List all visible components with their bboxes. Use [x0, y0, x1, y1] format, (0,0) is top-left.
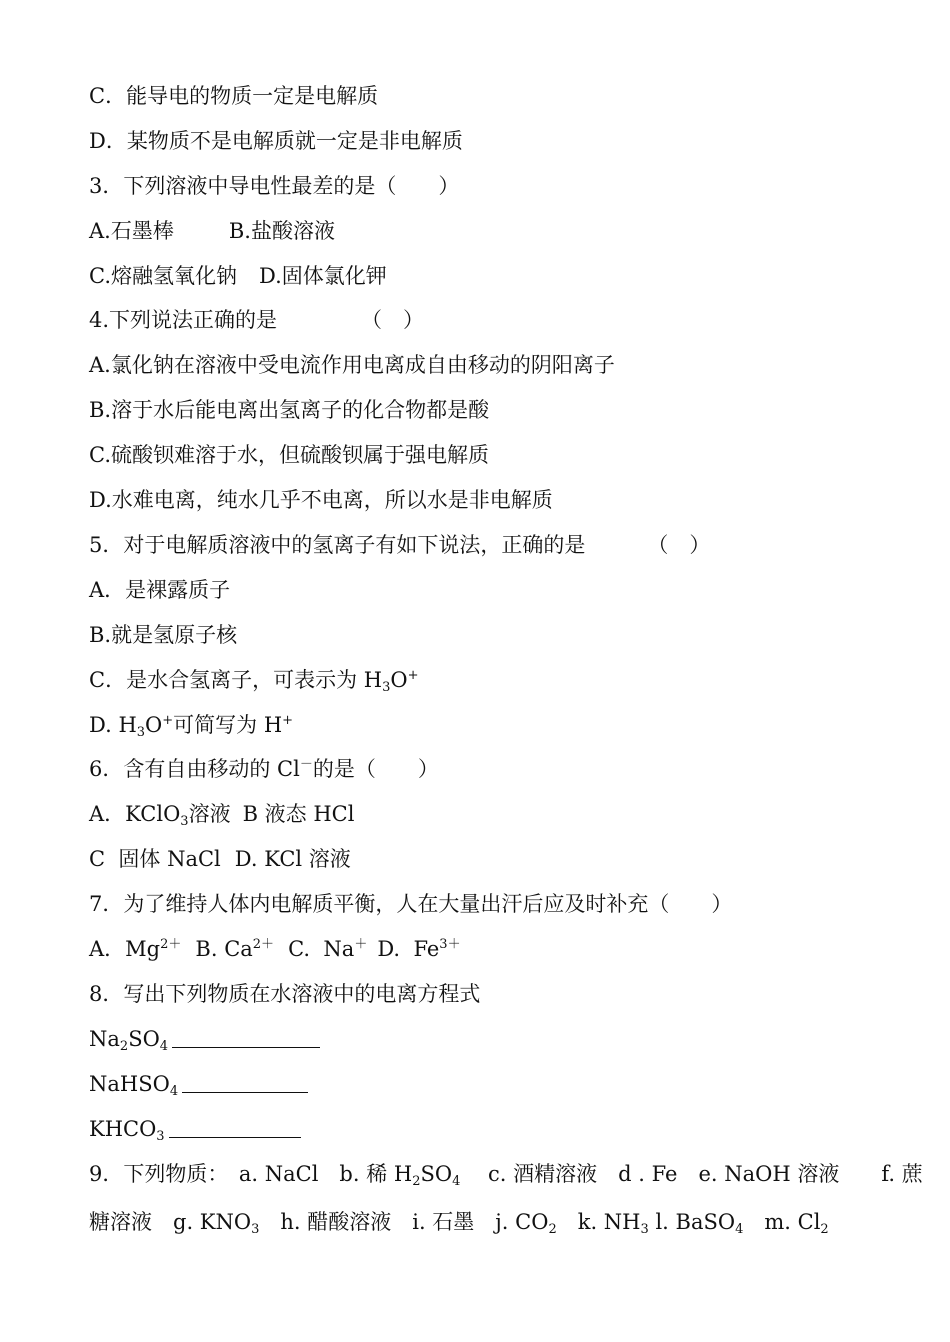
q5-answer-paren: （ ）: [647, 533, 711, 557]
q2-option-c: C．能导电的物质一定是电解质: [89, 84, 379, 108]
q8-item-khco3: $KHCO_3$: [89, 1115, 301, 1143]
q8-answer-blank-2[interactable]: [182, 1074, 308, 1093]
q5-option-c: C．是水合氢离子，可表示为 $H_3O^+$: [89, 668, 419, 695]
q7-option-c: C. Na＋: [288, 937, 368, 961]
q5-stem-line: [89, 531, 710, 559]
q5-option-b: B.就是氢原子核: [89, 623, 238, 647]
q4-option-a: A.氯化钠在溶液中受电流作用电离成自由移动的阴阳离子: [89, 353, 615, 377]
q4-option-c: C.硫酸钡难溶于水，但硫酸钡属于强电解质: [89, 443, 489, 467]
q6-option-c: C 固体 NaCl: [89, 847, 221, 871]
q9-stem-line-1: 9．下列物质： a. NaCl b. 稀 $H_2SO_4$ c. 酒精溶液 d . Fe e. NaOH 溶液 f. 蔗: [89, 1162, 923, 1189]
q4-answer-paren: （ ）: [361, 308, 425, 332]
q3-option-a: A.石墨棒: [89, 219, 174, 243]
q4-option-d: D.水难电离，纯水几乎不电离，所以水是非电解质: [89, 488, 553, 512]
q3-option-c: C.熔融氢氧化钠: [89, 264, 237, 288]
q3-option-d: D.固体氯化钾: [259, 264, 387, 288]
q4-stem-line: [89, 306, 424, 334]
q7-options: [89, 935, 461, 963]
q8-item-nahso4: NaHSO$_4$: [89, 1070, 308, 1098]
q8-item-na2so4: $Na_2SO_4$: [89, 1025, 320, 1053]
q6-option-a: A．KClO$_3$溶液: [89, 802, 231, 829]
q6-option-b: B 液态 HCl: [242, 802, 355, 826]
q3-option-b: B.盐酸溶液: [228, 219, 335, 243]
q6-options-cd: [89, 845, 351, 873]
q2-option-d: D．某物质不是电解质就一定是非电解质: [89, 129, 463, 153]
q3-stem: 3．下列溶液中导电性最差的是（ ）: [89, 174, 460, 198]
q6-options-ab: [89, 800, 354, 828]
q9-stem-line-2: 糖溶液 g. $KNO_3$ h. 醋酸溶液 i. 石墨 j. $CO_2$ k. $NH_3$ l. BaSO$_4$ m. $Cl_2$: [89, 1210, 829, 1237]
q3-options-ab: [89, 217, 335, 245]
q8-answer-blank-3[interactable]: [169, 1119, 301, 1138]
q3-options-cd: [89, 262, 387, 290]
q5-stem: 5．对于电解质溶液中的氢离子有如下说法，正确的是: [89, 533, 586, 557]
q7-stem: 7．为了维持人体内电解质平衡，人在大量出汗后应及时补充（ ）: [89, 892, 733, 916]
q4-option-b: B.溶于水后能电离出氢离子的化合物都是酸: [89, 398, 490, 422]
q7-option-a: A．$Mg^{2+}$: [89, 937, 182, 961]
q6-option-d: D. KCl 溶液: [234, 847, 351, 871]
q8-answer-blank-1[interactable]: [172, 1029, 320, 1048]
q8-stem: 8．写出下列物质在水溶液中的电离方程式: [89, 982, 481, 1006]
q5-option-a: A．是裸露质子: [89, 578, 231, 602]
q4-stem: 4.下列说法正确的是: [89, 308, 278, 332]
q6-stem: 6．含有自由移动的 Cl－的是（ ）: [89, 757, 439, 781]
q7-option-d: D. $Fe^{3+}$: [377, 937, 461, 961]
q5-option-d: D. $H_3O^+$可简写为 H+: [89, 713, 294, 740]
q7-option-b: B. $Ca^{2+}$: [195, 937, 275, 961]
